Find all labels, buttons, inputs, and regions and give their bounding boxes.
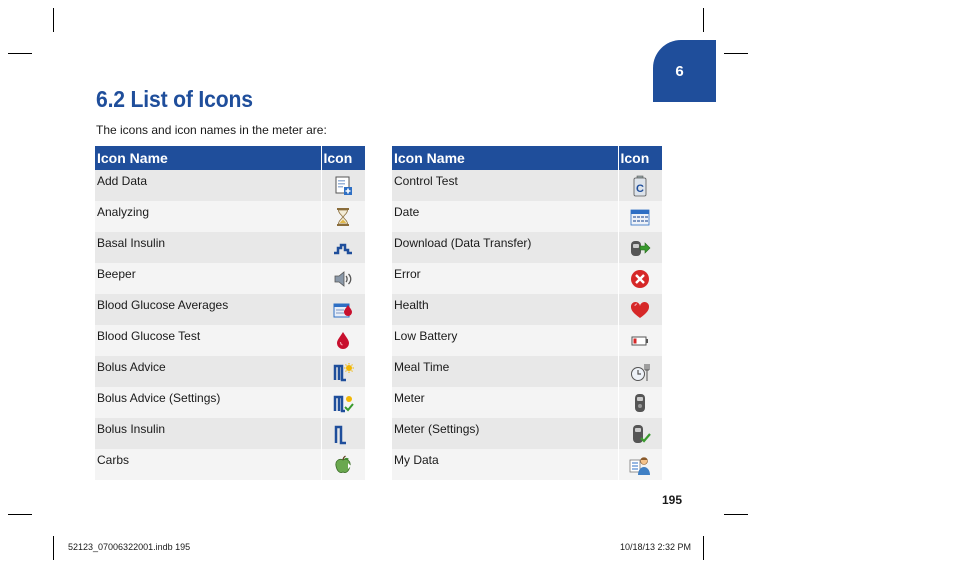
icon-cell bbox=[321, 418, 365, 449]
icon-name-cell: Date bbox=[392, 201, 618, 232]
footer-timestamp: 10/18/13 2:32 PM bbox=[620, 542, 692, 552]
heart-icon bbox=[629, 299, 651, 321]
page-number: 195 bbox=[662, 493, 683, 507]
icon-cell bbox=[618, 201, 662, 232]
table-row bbox=[95, 449, 365, 480]
icon-name-cell: Meter (Settings) bbox=[392, 418, 618, 449]
table-row bbox=[95, 356, 365, 387]
icon-name-cell: Meter bbox=[392, 387, 618, 418]
icon-cell bbox=[321, 387, 365, 418]
icon-name-cell: Bolus Insulin bbox=[95, 418, 321, 449]
table-row bbox=[392, 170, 662, 201]
icon-cell bbox=[321, 263, 365, 294]
table-row bbox=[392, 387, 662, 418]
header-icon: Icon bbox=[321, 146, 365, 170]
table-row bbox=[95, 387, 365, 418]
table-row bbox=[95, 232, 365, 263]
icon-name-cell: Basal Insulin bbox=[95, 232, 321, 263]
crop-mark bbox=[703, 536, 704, 560]
icon-cell bbox=[321, 201, 365, 232]
crop-mark bbox=[8, 514, 32, 515]
icon-cell bbox=[321, 449, 365, 480]
icon-name-cell: My Data bbox=[392, 449, 618, 480]
icon-name-cell: Blood Glucose Test bbox=[95, 325, 321, 356]
crop-mark bbox=[53, 536, 54, 560]
bolus-advice-settings-icon bbox=[332, 392, 354, 414]
icon-table-right bbox=[392, 146, 662, 480]
icon-cell bbox=[618, 263, 662, 294]
crop-mark bbox=[724, 53, 748, 54]
speaker-icon bbox=[332, 268, 354, 290]
crop-mark bbox=[8, 53, 32, 54]
table-row bbox=[392, 263, 662, 294]
icon-name-cell: Health bbox=[392, 294, 618, 325]
icon-cell bbox=[321, 294, 365, 325]
bolus-advice-icon bbox=[332, 361, 354, 383]
table-row bbox=[95, 294, 365, 325]
table-row bbox=[392, 294, 662, 325]
crop-mark bbox=[53, 8, 54, 32]
my-data-icon bbox=[629, 454, 651, 476]
icon-name-cell: Carbs bbox=[95, 449, 321, 480]
error-icon bbox=[629, 268, 651, 290]
hourglass-icon bbox=[332, 206, 354, 228]
icon-cell bbox=[618, 232, 662, 263]
bolus-insulin-icon bbox=[332, 423, 354, 445]
icon-cell bbox=[618, 418, 662, 449]
header-icon: Icon bbox=[618, 146, 662, 170]
table-row bbox=[392, 325, 662, 356]
meal-time-icon bbox=[629, 361, 651, 383]
crop-mark bbox=[724, 514, 748, 515]
icon-name-cell: Bolus Advice (Settings) bbox=[95, 387, 321, 418]
icon-cell bbox=[321, 325, 365, 356]
icon-cell bbox=[321, 356, 365, 387]
icon-name-cell: Control Test bbox=[392, 170, 618, 201]
meter-icon bbox=[629, 392, 651, 414]
bg-averages-icon bbox=[332, 299, 354, 321]
chapter-tab bbox=[653, 40, 716, 102]
intro-text: The icons and icon names in the meter are: bbox=[96, 123, 327, 137]
icon-name-cell: Bolus Advice bbox=[95, 356, 321, 387]
table-row bbox=[95, 418, 365, 449]
icon-name-cell: Low Battery bbox=[392, 325, 618, 356]
table-row bbox=[392, 356, 662, 387]
icon-name-cell: Meal Time bbox=[392, 356, 618, 387]
table-row bbox=[95, 325, 365, 356]
footer-file-info: 52123_07006322001.indb 195 bbox=[68, 542, 191, 552]
table-row bbox=[95, 263, 365, 294]
page-title: 6.2 List of Icons bbox=[96, 86, 253, 112]
download-icon bbox=[629, 237, 651, 259]
icon-name-cell: Blood Glucose Averages bbox=[95, 294, 321, 325]
basal-insulin-icon bbox=[332, 237, 354, 259]
control-test-icon bbox=[629, 175, 651, 197]
table-row bbox=[392, 201, 662, 232]
chapter-number: 6 bbox=[675, 62, 684, 80]
low-battery-icon bbox=[629, 330, 651, 352]
table-row bbox=[392, 232, 662, 263]
icon-cell bbox=[618, 387, 662, 418]
icon-name-cell: Analyzing bbox=[95, 201, 321, 232]
calendar-icon bbox=[629, 206, 651, 228]
apple-icon bbox=[332, 454, 354, 476]
icon-cell bbox=[618, 356, 662, 387]
icon-name-cell: Beeper bbox=[95, 263, 321, 294]
blood-drop-icon bbox=[332, 330, 354, 352]
icon-cell bbox=[321, 232, 365, 263]
table-row bbox=[95, 201, 365, 232]
icon-name-cell: Download (Data Transfer) bbox=[392, 232, 618, 263]
icon-cell bbox=[618, 170, 662, 201]
add-data-icon bbox=[332, 175, 354, 197]
header-icon-name: Icon Name bbox=[392, 146, 618, 170]
icon-table-left bbox=[95, 146, 365, 480]
meter-settings-icon bbox=[629, 423, 651, 445]
icon-cell bbox=[618, 449, 662, 480]
icon-name-cell: Add Data bbox=[95, 170, 321, 201]
table-row bbox=[392, 418, 662, 449]
header-icon-name: Icon Name bbox=[95, 146, 321, 170]
table-row bbox=[392, 449, 662, 480]
icon-cell bbox=[618, 325, 662, 356]
icon-cell bbox=[618, 294, 662, 325]
svg-text:C: C bbox=[636, 182, 645, 195]
table-row bbox=[95, 170, 365, 201]
crop-mark bbox=[703, 8, 704, 32]
icon-name-cell: Error bbox=[392, 263, 618, 294]
icon-cell bbox=[321, 170, 365, 201]
